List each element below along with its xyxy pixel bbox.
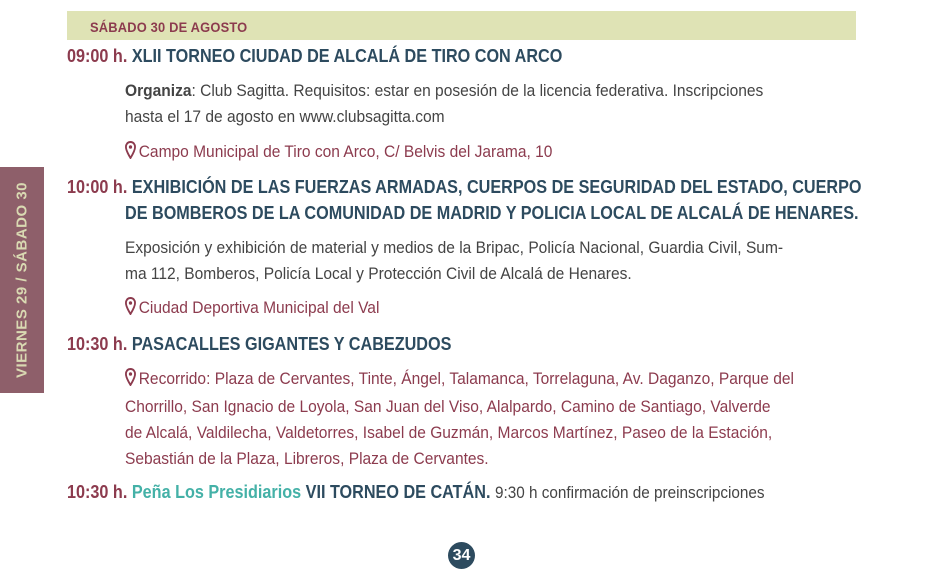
event-4-time: 10:30 h.: [67, 482, 128, 502]
event-4-organizer: Peña Los Presidiarios: [131, 482, 302, 502]
event-2-title-line2: DE BOMBEROS DE LA COMUNIDAD DE MADRID Y POLICIA LOCAL DE ALCALÁ DE HENARES.: [125, 203, 859, 223]
event-2-location: [125, 295, 856, 323]
event-1-location-text: Campo Municipal de Tiro con Arco, C/ Belvis del Jarama, 10: [138, 142, 553, 161]
event-3-title: PASACALLES GIGANTES Y CABEZUDOS: [131, 334, 452, 354]
event-3-time: 10:30 h.: [67, 334, 128, 354]
event-2-desc-line1: Exposición y exhibición de material y medios de la Bripac, Policía Nacional, Guardia Civil, Sum-: [125, 238, 784, 257]
event-1-location: [125, 139, 856, 167]
event-3-heading: [67, 332, 451, 356]
side-tab-label: VIERNES 29 / SÁBADO 30: [13, 181, 31, 379]
event-3-route: [125, 366, 856, 472]
event-1-title: XLII TORNEO CIUDAD DE ALCALÁ DE TIRO CON ARCO: [131, 46, 563, 66]
event-1-time: 09:00 h.: [67, 46, 128, 66]
event-3-route-line3: de Alcalá, Valdilecha, Valdetorres, Isabel de Guzmán, Marcos Martínez, Paseo de la Estación,: [125, 423, 773, 442]
map-pin-icon: [125, 141, 136, 167]
event-3-route-line4: Sebastián de la Plaza, Libreros, Plaza de Cervantes.: [125, 449, 489, 468]
event-2-heading: [67, 175, 862, 199]
event-2-location-text: Ciudad Deportiva Municipal del Val: [138, 298, 380, 317]
event-1-desc-line2: hasta el 17 de agosto en www.clubsagitta.com: [125, 107, 445, 126]
event-3-route-line2: Chorrillo, San Ignacio de Loyola, San Juan del Viso, Alalpardo, Camino de Santiago, Valverde: [125, 397, 771, 416]
day-header-label: SÁBADO 30 DE AGOSTO: [90, 19, 248, 35]
map-pin-icon: [125, 297, 136, 323]
event-3-route-line1: Recorrido: Plaza de Cervantes, Tinte, Ángel, Talamanca, Torrelaguna, Av. Daganzo, Parque del: [138, 369, 795, 388]
event-2-title-line1: EXHIBICIÓN DE LAS FUERZAS ARMADAS, CUERPOS DE SEGURIDAD DEL ESTADO, CUERPO: [131, 177, 862, 197]
event-2-time: 10:00 h.: [67, 177, 128, 197]
event-1-desc-line1: : Club Sagitta. Requisitos: estar en posesión de la licencia federativa. Inscripciones: [191, 81, 764, 100]
page-number: 34: [448, 542, 475, 569]
event-2-desc-line2: ma 112, Bomberos, Policía Local y Protección Civil de Alcalá de Henares.: [125, 264, 632, 283]
event-1-heading: [67, 44, 562, 68]
event-2-description: [125, 235, 856, 287]
event-4-note: 9:30 h confirmación de preinscripciones: [494, 483, 765, 502]
event-1-description: [125, 78, 856, 130]
event-4-heading: [67, 480, 765, 505]
event-1-organizer-label: Organiza: [125, 81, 192, 100]
event-4-title: VII TORNEO DE CATÁN.: [305, 482, 491, 502]
map-pin-icon: [125, 368, 136, 394]
